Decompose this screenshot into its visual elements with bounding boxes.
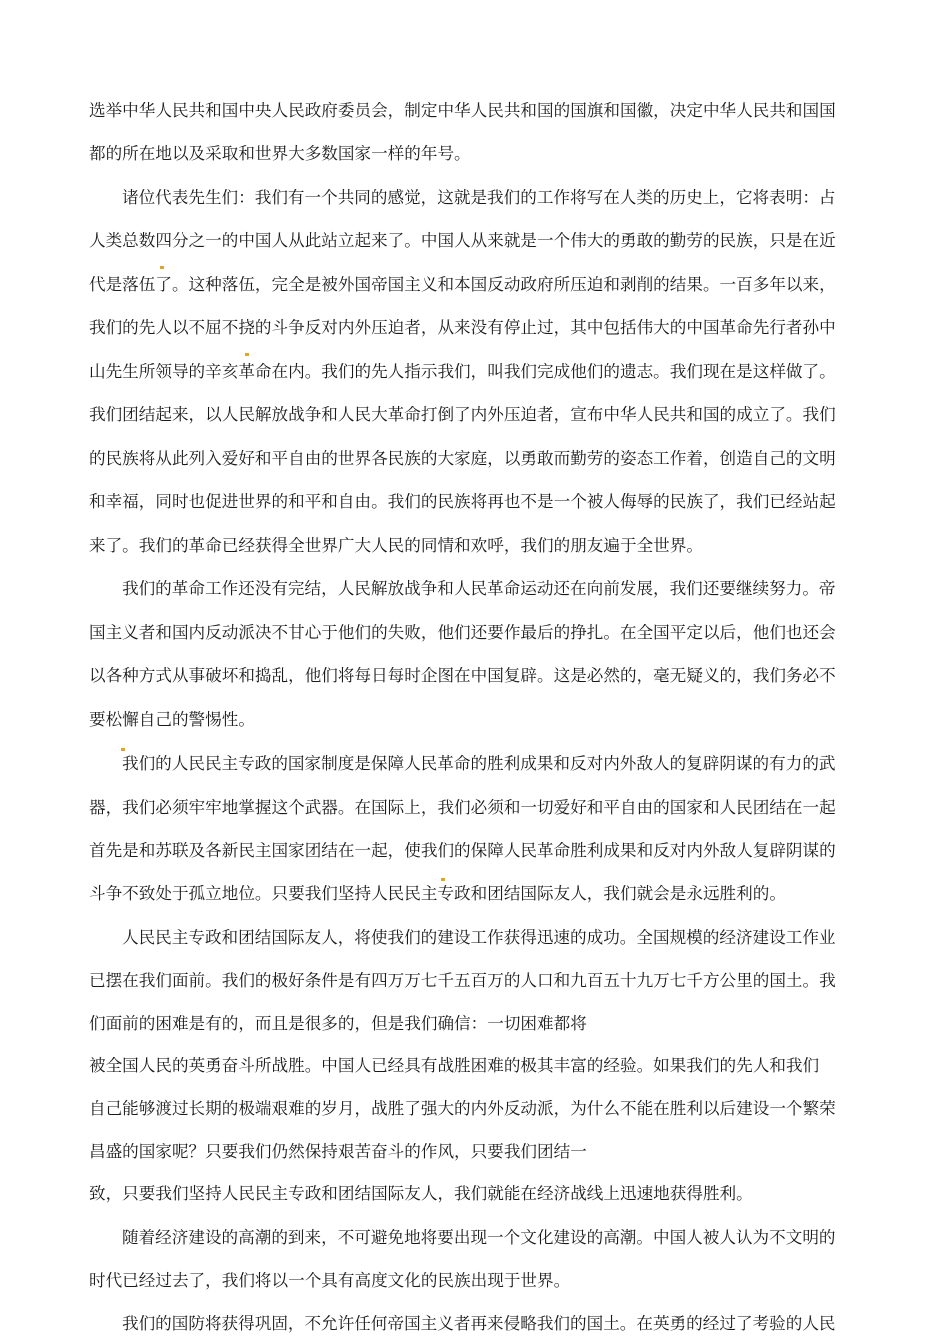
text-line: 我们团结起来，以人民解放战争和人民大革命打倒了内外压迫者，宣布中华人民共和国的成立了。我们: [89, 405, 836, 424]
text-line: 的民族将从此列入爱好和平自由的世界各民族的大家庭，以勇敢而勤劳的姿态工作着，创造自己的文明: [89, 449, 836, 468]
text-line: 我们的革命工作还没有完结，人民解放战争和人民革命运动还在向前发展，我们还要继续努力。帝: [122, 579, 836, 598]
text-line: 致，只要我们坚持人民民主专政和团结国际友人，我们就能在经济战线上迅速地获得胜利。: [89, 1184, 753, 1203]
text-line: 首先是和苏联及各新民主国家团结在一起，使我们的保障人民革命胜利成果和反对内外敌人复辟阴谋的: [89, 841, 836, 860]
margin-mark: [441, 878, 445, 881]
text-line: 选举中华人民共和国中央人民政府委员会，制定中华人民共和国的国旗和国徽，决定中华人民共和国国: [89, 101, 836, 120]
text-line: 代是落伍了。这种落伍，完全是被外国帝国主义和本国反动政府所压迫和剥削的结果。一百多年以来，: [89, 275, 836, 294]
text-line: 山先生所领导的辛亥革命在内。我们的先人指示我们，叫我们完成他们的遗志。我们现在是这样做了。: [89, 362, 836, 381]
text-line: 昌盛的国家呢？只要我们仍然保持艰苦奋斗的作风，只要我们团结一: [89, 1142, 587, 1161]
text-line: 随着经济建设的高潮的到来，不可避免地将要出现一个文化建设的高潮。中国人被人认为不文明的: [122, 1228, 836, 1247]
text-line: 和幸福，同时也促进世界的和平和自由。我们的民族将再也不是一个被人侮辱的民族了，我们已经站起: [89, 492, 836, 511]
margin-mark: [160, 266, 164, 269]
text-line: 要松懈自己的警惕性。: [89, 710, 255, 729]
text-line: 斗争不致处于孤立地位。只要我们坚持人民民主专政和团结国际友人，我们就会是永远胜利的。: [89, 884, 786, 903]
text-line: 以各种方式从事破坏和捣乱，他们将每日每时企图在中国复辟。这是必然的，毫无疑义的，我们务必不: [89, 666, 836, 685]
text-line: 我们的先人以不屈不挠的斗争反对内外压迫者，从来没有停止过，其中包括伟大的中国革命先行者孙中: [89, 318, 836, 337]
text-line: 我们的人民民主专政的国家制度是保障人民革命的胜利成果和反对内外敌人的复辟阴谋的有力的武: [122, 754, 836, 773]
text-line: 来了。我们的革命已经获得全世界广大人民的同情和欢呼，我们的朋友遍于全世界。: [89, 536, 703, 555]
text-line: 诸位代表先生们：我们有一个共同的感觉，这就是我们的工作将写在人类的历史上，它将表明：占: [122, 188, 836, 207]
text-line: 国主义者和国内反动派决不甘心于他们的失败，他们还要作最后的挣扎。在全国平定以后，他们也还会: [89, 623, 836, 642]
text-line: 已摆在我们面前。我们的极好条件是有四万万七千五百万的人口和九百五十九万七千方公里的国土。我: [89, 971, 836, 990]
text-line: 都的所在地以及采取和世界大多数国家一样的年号。: [89, 144, 471, 163]
text-line: 被全国人民的英勇奋斗所战胜。中国人已经具有战胜困难的极其丰富的经验。如果我们的先人和我们: [89, 1056, 820, 1075]
text-line: 时代已经过去了，我们将以一个具有高度文化的民族出现于世界。: [89, 1271, 571, 1290]
text-line: 人民民主专政和团结国际友人，将使我们的建设工作获得迅速的成功。全国规模的经济建设工作业: [122, 928, 836, 947]
text-line: 器，我们必须牢牢地掌握这个武器。在国际上，我们必须和一切爱好和平自由的国家和人民团结在一起: [89, 798, 836, 817]
text-line: 们面前的困难是有的，而且是很多的，但是我们确信：一切困难都将: [89, 1014, 587, 1033]
margin-mark: [245, 353, 249, 356]
text-line: 人类总数四分之一的中国人从此站立起来了。中国人从来就是一个伟大的勇敢的勤劳的民族，只是在近: [89, 231, 836, 250]
text-line: 自己能够渡过长期的极端艰难的岁月，战胜了强大的内外反动派，为什么不能在胜利以后建设一个繁荣: [89, 1099, 836, 1118]
text-line: 我们的国防将获得巩固，不允许任何帝国主义者再来侵略我们的国土。在英勇的经过了考验的人民: [122, 1314, 836, 1333]
margin-mark: [121, 748, 125, 751]
